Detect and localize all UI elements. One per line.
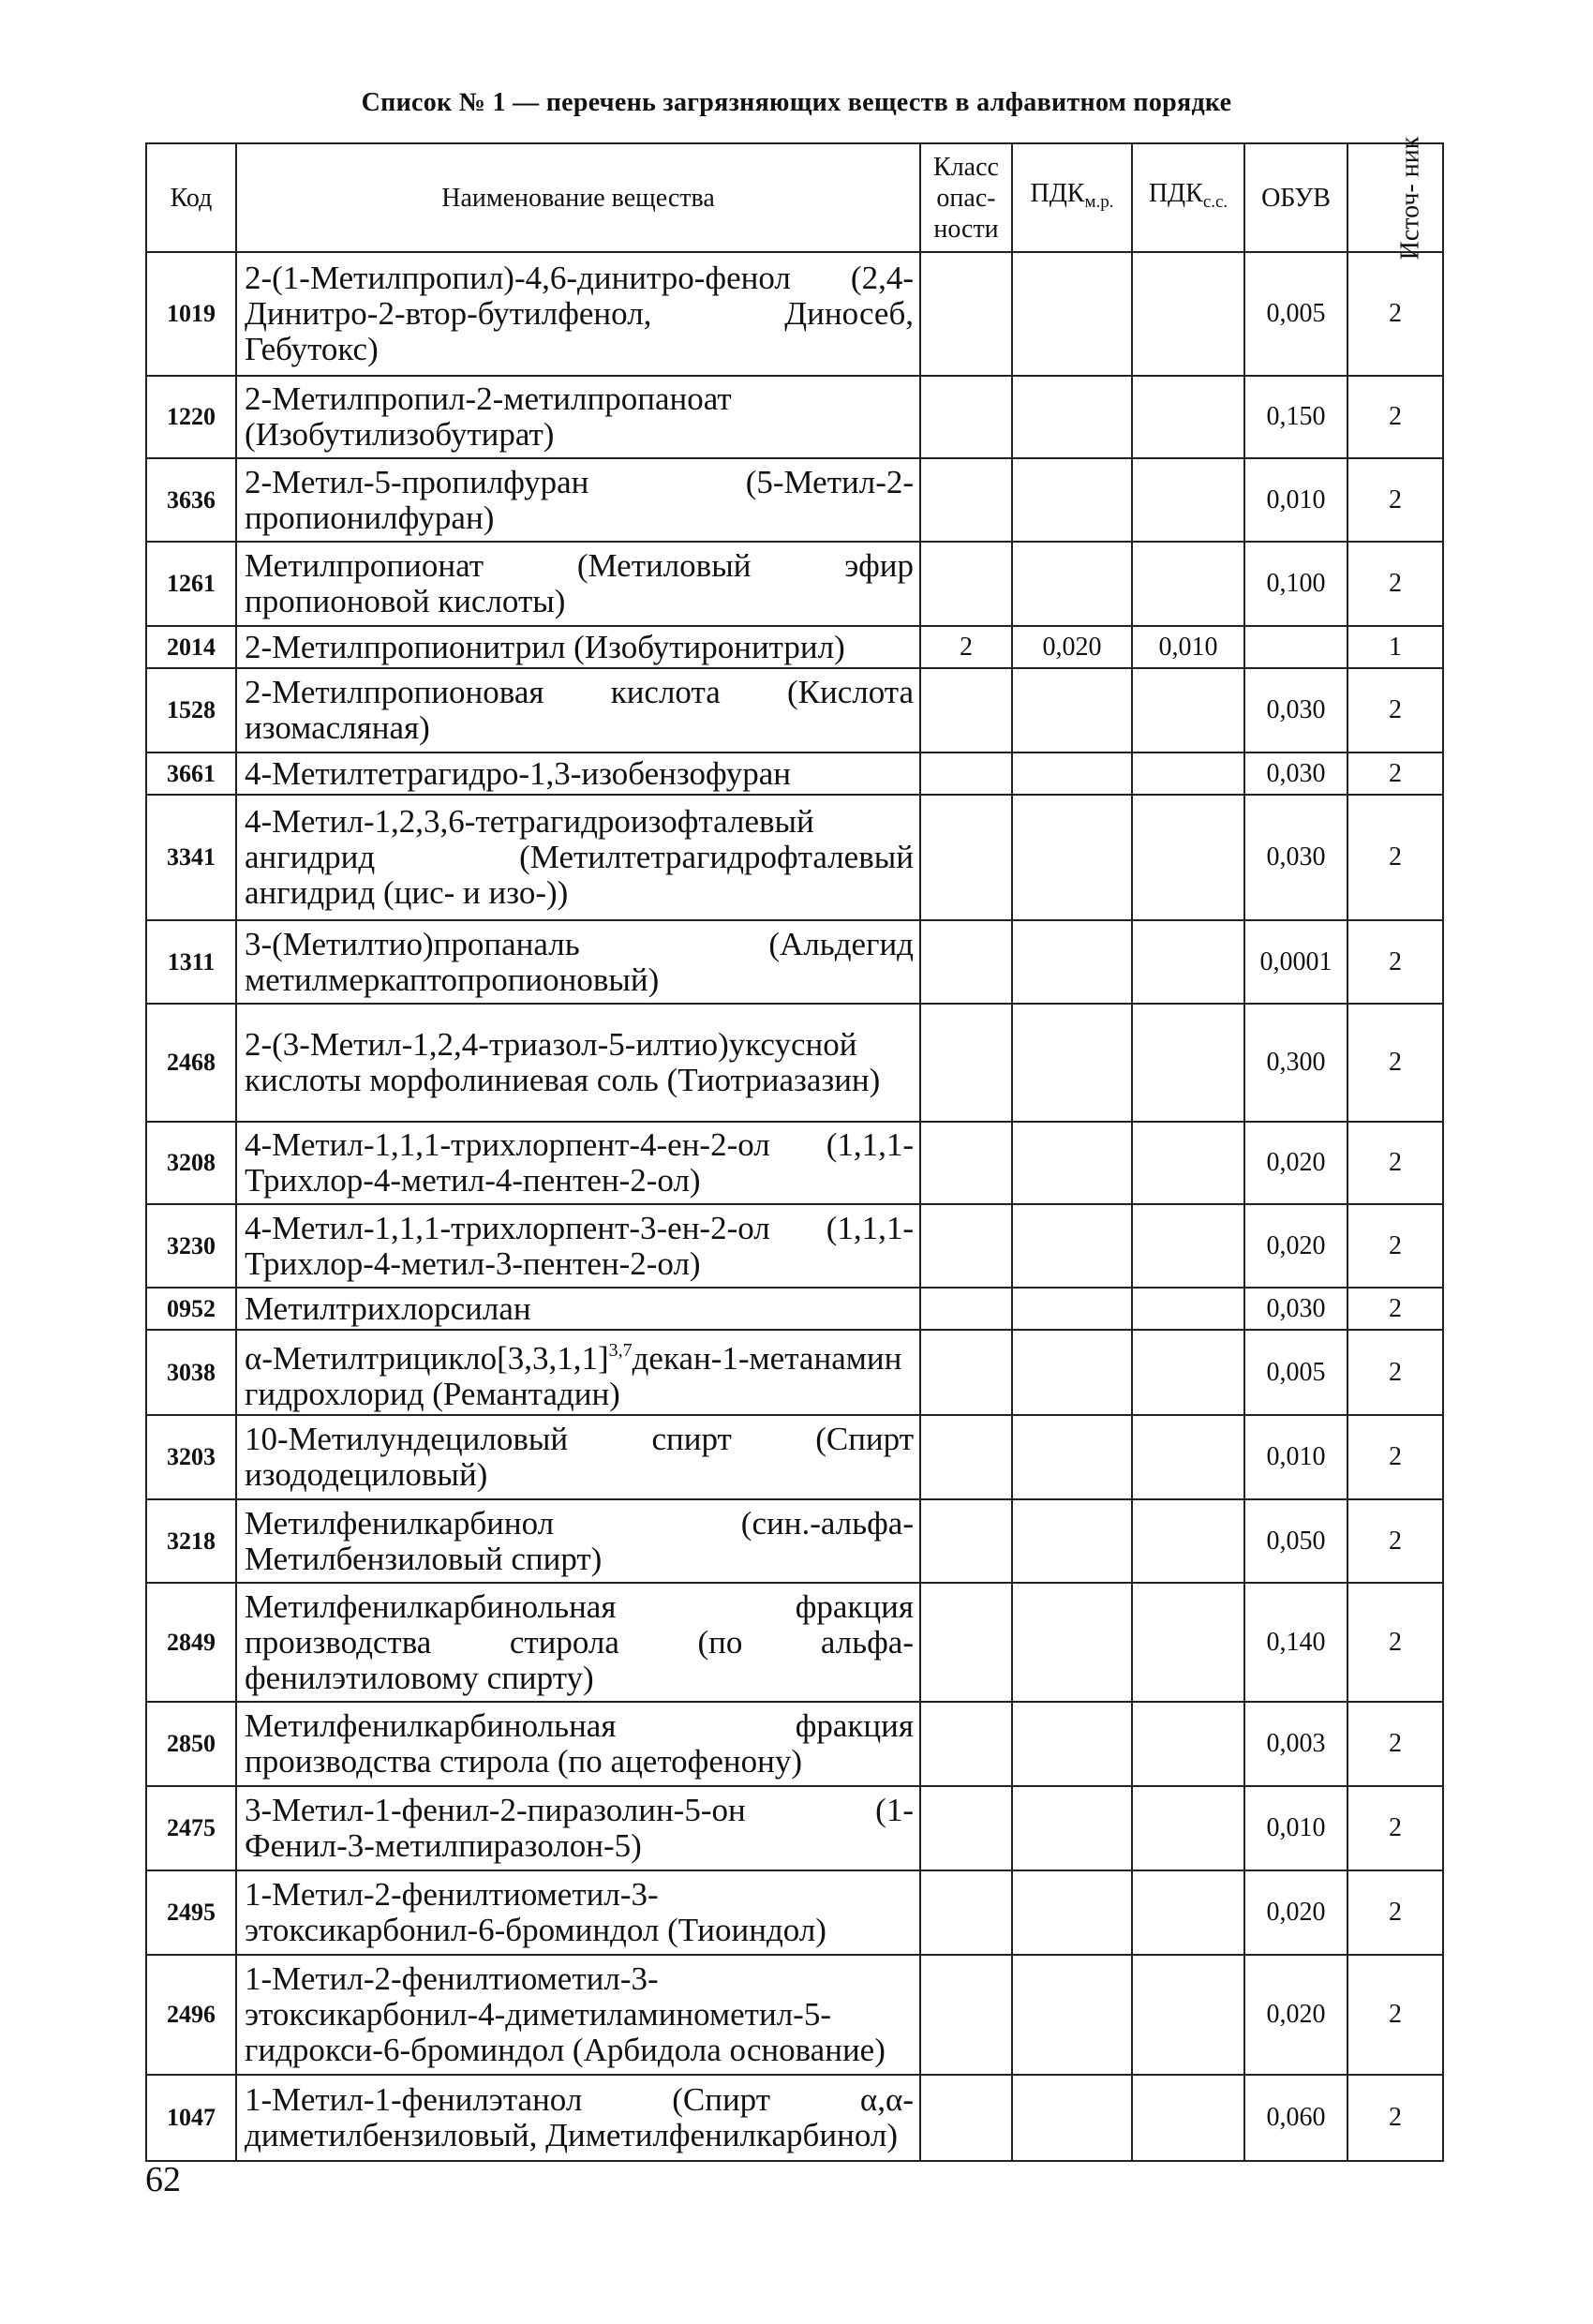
table-row bbox=[146, 542, 1443, 626]
cell-name: 3-Метил-1-фенил-2-пиразолин-5-он (1-Фенил-3-метилпиразолон-5) bbox=[236, 1786, 920, 1870]
table-row bbox=[146, 1583, 1443, 1702]
cell-code: 2849 bbox=[146, 1583, 236, 1702]
cell-pdk-mr bbox=[1012, 1955, 1132, 2075]
cell-pdk-ss bbox=[1132, 795, 1244, 920]
cell-obuv: 0,010 bbox=[1244, 1415, 1347, 1499]
cell-pdk-mr bbox=[1012, 1870, 1132, 1955]
cell-code: 1528 bbox=[146, 668, 236, 752]
table-row bbox=[146, 1499, 1443, 1583]
cell-name: Метилфенилкарбинол (син.-альфа-Метилбензиловый спирт) bbox=[236, 1499, 920, 1583]
cell-pdk-mr bbox=[1012, 795, 1132, 920]
table-row bbox=[146, 458, 1443, 542]
cell-pdk-ss bbox=[1132, 1786, 1244, 1870]
cell-obuv: 0,030 bbox=[1244, 1288, 1347, 1330]
cell-source: 2 bbox=[1347, 1204, 1443, 1288]
table-row bbox=[146, 795, 1443, 920]
header-pdk-ss-base: ПДК bbox=[1148, 179, 1203, 208]
cell-hazard-class bbox=[920, 1583, 1012, 1702]
cell-source: 2 bbox=[1347, 458, 1443, 542]
cell-name: 1-Метил-1-фенилэтанол (Спирт α,α-диметилбензиловый, Диметилфенилкарбинол) bbox=[236, 2075, 920, 2161]
header-pdk-mr-base: ПДК bbox=[1030, 179, 1085, 208]
cell-source: 2 bbox=[1347, 1004, 1443, 1122]
cell-pdk-mr bbox=[1012, 1499, 1132, 1583]
name-text: декан-1-метанамин гидрохлорид (Ремантадин) bbox=[245, 1340, 902, 1412]
cell-pdk-mr bbox=[1012, 252, 1132, 376]
cell-pdk-ss bbox=[1132, 1499, 1244, 1583]
cell-source: 2 bbox=[1347, 795, 1443, 920]
cell-pdk-mr bbox=[1012, 1004, 1132, 1122]
cell-obuv: 0,003 bbox=[1244, 1702, 1347, 1786]
cell-code: 3661 bbox=[146, 752, 236, 795]
cell-pdk-mr bbox=[1012, 1122, 1132, 1204]
cell-obuv: 0,100 bbox=[1244, 542, 1347, 626]
header-pdk-mr bbox=[1012, 143, 1132, 252]
table-row bbox=[146, 1288, 1443, 1330]
cell-pdk-mr bbox=[1012, 920, 1132, 1004]
cell-code: 3208 bbox=[146, 1122, 236, 1204]
table-row bbox=[146, 1870, 1443, 1955]
cell-name: 1-Метил-2-фенилтиометил-3-этоксикарбонил-4-диметиламинометил-5-гидрокси-6-броминдол (Арбидола основание) bbox=[236, 1955, 920, 2075]
cell-obuv: 0,005 bbox=[1244, 252, 1347, 376]
cell-name: 4-Метил-1,1,1-трихлорпент-3-ен-2-ол (1,1,1-Трихлор-4-метил-3-пентен-2-ол) bbox=[236, 1204, 920, 1288]
cell-obuv: 0,0001 bbox=[1244, 920, 1347, 1004]
cell-hazard-class bbox=[920, 1870, 1012, 1955]
cell-pdk-ss bbox=[1132, 1122, 1244, 1204]
table-row bbox=[146, 1330, 1443, 1415]
name-text: α-Метилтрицикло[3,3,1,1] bbox=[245, 1340, 609, 1377]
cell-name: Метилфенилкарбинольная фракция производства стирола (по ацетофенону) bbox=[236, 1702, 920, 1786]
table-row bbox=[146, 752, 1443, 795]
cell-name: 2-(1-Метилпропил)-4,6-динитро-фенол (2,4-Динитро-2-втор-бутилфенол, Диносеб, Гебутокс) bbox=[236, 252, 920, 376]
cell-source: 2 bbox=[1347, 1288, 1443, 1330]
cell-source: 2 bbox=[1347, 1786, 1443, 1870]
cell-name: 10-Метилундециловый спирт (Спирт изододециловый) bbox=[236, 1415, 920, 1499]
cell-hazard-class bbox=[920, 376, 1012, 458]
cell-pdk-mr bbox=[1012, 752, 1132, 795]
cell-obuv: 0,010 bbox=[1244, 458, 1347, 542]
cell-pdk-ss bbox=[1132, 1004, 1244, 1122]
cell-hazard-class bbox=[920, 1204, 1012, 1288]
cell-source: 2 bbox=[1347, 376, 1443, 458]
cell-obuv bbox=[1244, 626, 1347, 668]
cell-source: 2 bbox=[1347, 1702, 1443, 1786]
cell-hazard-class bbox=[920, 752, 1012, 795]
cell-hazard-class bbox=[920, 1702, 1012, 1786]
cell-hazard-class bbox=[920, 252, 1012, 376]
cell-pdk-ss bbox=[1132, 1288, 1244, 1330]
cell-code: 3636 bbox=[146, 458, 236, 542]
cell-name: 2-Метилпропил-2-метилпропаноат (Изобутилизобутират) bbox=[236, 376, 920, 458]
table-row bbox=[146, 1415, 1443, 1499]
cell-pdk-ss bbox=[1132, 542, 1244, 626]
cell-source: 2 bbox=[1347, 2075, 1443, 2161]
cell-pdk-ss bbox=[1132, 252, 1244, 376]
cell-pdk-ss bbox=[1132, 1204, 1244, 1288]
cell-pdk-ss bbox=[1132, 752, 1244, 795]
table-row bbox=[146, 920, 1443, 1004]
cell-pdk-ss bbox=[1132, 458, 1244, 542]
cell-pdk-mr bbox=[1012, 1204, 1132, 1288]
table-row bbox=[146, 1204, 1443, 1288]
cell-code: 3203 bbox=[146, 1415, 236, 1499]
cell-pdk-ss bbox=[1132, 1583, 1244, 1702]
cell-source: 2 bbox=[1347, 1122, 1443, 1204]
page-number: 62 bbox=[145, 2160, 181, 2199]
cell-obuv: 0,030 bbox=[1244, 752, 1347, 795]
cell-code: 2468 bbox=[146, 1004, 236, 1122]
cell-hazard-class bbox=[920, 2075, 1012, 2161]
table-row bbox=[146, 626, 1443, 668]
table-row bbox=[146, 2075, 1443, 2161]
cell-name: 2-Метил-5-пропилфуран (5-Метил-2-пропионилфуран) bbox=[236, 458, 920, 542]
cell-hazard-class bbox=[920, 542, 1012, 626]
header-source bbox=[1347, 136, 1443, 260]
cell-name: 2-Метилпропионитрил (Изобутиронитрил) bbox=[236, 626, 920, 668]
cell-pdk-mr bbox=[1012, 1702, 1132, 1786]
cell-obuv: 0,150 bbox=[1244, 376, 1347, 458]
cell-source: 2 bbox=[1347, 1955, 1443, 2075]
cell-source: 2 bbox=[1347, 1499, 1443, 1583]
cell-code: 3341 bbox=[146, 795, 236, 920]
cell-obuv: 0,030 bbox=[1244, 668, 1347, 752]
cell-source: 2 bbox=[1347, 252, 1443, 376]
cell-pdk-ss: 0,010 bbox=[1132, 626, 1244, 668]
cell-name: 2-(3-Метил-1,2,4-триазол-5-илтио)уксусной кислоты морфолиниевая соль (Тиотриазазин) bbox=[236, 1004, 920, 1122]
cell-code: 3230 bbox=[146, 1204, 236, 1288]
cell-pdk-mr bbox=[1012, 1583, 1132, 1702]
cell-hazard-class bbox=[920, 920, 1012, 1004]
cell-pdk-mr bbox=[1012, 1415, 1132, 1499]
header-obuv: ОБУВ bbox=[1244, 143, 1347, 252]
header-pdk-ss bbox=[1132, 143, 1244, 252]
cell-code: 2496 bbox=[146, 1955, 236, 2075]
cell-name: 4-Метил-1,2,3,6-тетрагидроизофталевый ангидрид (Метилтетрагидрофталевый ангидрид (цис- и изо-)) bbox=[236, 795, 920, 920]
cell-pdk-ss bbox=[1132, 1415, 1244, 1499]
cell-name: Метилпропионат (Метиловый эфир пропионовой кислоты) bbox=[236, 542, 920, 626]
cell-hazard-class bbox=[920, 668, 1012, 752]
cell-hazard-class bbox=[920, 1955, 1012, 2075]
cell-obuv: 0,020 bbox=[1244, 1870, 1347, 1955]
cell-pdk-mr bbox=[1012, 668, 1132, 752]
cell-pdk-mr: 0,020 bbox=[1012, 626, 1132, 668]
cell-code: 2495 bbox=[146, 1870, 236, 1955]
table-row bbox=[146, 1786, 1443, 1870]
cell-pdk-ss bbox=[1132, 1330, 1244, 1415]
table-row bbox=[146, 668, 1443, 752]
header-source-label: Источ- ник bbox=[1395, 136, 1425, 260]
cell-hazard-class bbox=[920, 1288, 1012, 1330]
table-row bbox=[146, 376, 1443, 458]
cell-pdk-ss bbox=[1132, 2075, 1244, 2161]
cell-obuv: 0,020 bbox=[1244, 1122, 1347, 1204]
cell-code: 3218 bbox=[146, 1499, 236, 1583]
cell-hazard-class bbox=[920, 1499, 1012, 1583]
cell-obuv: 0,060 bbox=[1244, 2075, 1347, 2161]
cell-pdk-ss bbox=[1132, 1955, 1244, 2075]
name-superscript: 3,7 bbox=[608, 1340, 633, 1361]
cell-obuv: 0,300 bbox=[1244, 1004, 1347, 1122]
cell-hazard-class bbox=[920, 1330, 1012, 1415]
cell-name: Метилтрихлорсилан bbox=[236, 1288, 920, 1330]
cell-name: 2-Метилпропионовая кислота (Кислота изомасляная) bbox=[236, 668, 920, 752]
cell-name: 4-Метилтетрагидро-1,3-изобензофуран bbox=[236, 752, 920, 795]
substances-table bbox=[145, 136, 1444, 2162]
substances-table-frame bbox=[145, 136, 1442, 2162]
table-row bbox=[146, 1004, 1443, 1122]
cell-obuv: 0,010 bbox=[1244, 1786, 1347, 1870]
cell-pdk-ss bbox=[1132, 376, 1244, 458]
cell-pdk-mr bbox=[1012, 1330, 1132, 1415]
header-code: Код bbox=[146, 143, 236, 252]
cell-source: 2 bbox=[1347, 1583, 1443, 1702]
table-row bbox=[146, 1122, 1443, 1204]
cell-source: 2 bbox=[1347, 1330, 1443, 1415]
cell-obuv: 0,020 bbox=[1244, 1955, 1347, 2075]
cell-source: 2 bbox=[1347, 752, 1443, 795]
cell-name: Метилфенилкарбинольная фракция производства стирола (по альфа-фенилэтиловому спирту) bbox=[236, 1583, 920, 1702]
cell-pdk-mr bbox=[1012, 542, 1132, 626]
cell-hazard-class bbox=[920, 795, 1012, 920]
cell-name bbox=[236, 1330, 920, 1415]
cell-pdk-ss bbox=[1132, 920, 1244, 1004]
cell-pdk-ss bbox=[1132, 1870, 1244, 1955]
header-name: Наименование вещества bbox=[236, 143, 920, 252]
header-pdk-ss-subscript: с.с. bbox=[1202, 192, 1228, 212]
cell-source: 2 bbox=[1347, 1870, 1443, 1955]
cell-obuv: 0,140 bbox=[1244, 1583, 1347, 1702]
cell-obuv: 0,020 bbox=[1244, 1204, 1347, 1288]
cell-hazard-class bbox=[920, 1415, 1012, 1499]
cell-hazard-class bbox=[920, 1122, 1012, 1204]
cell-name: 3-(Метилтио)пропаналь (Альдегид метилмеркаптопропионовый) bbox=[236, 920, 920, 1004]
cell-pdk-mr bbox=[1012, 376, 1132, 458]
cell-hazard-class bbox=[920, 1004, 1012, 1122]
table-row bbox=[146, 252, 1443, 376]
header-hazard-class: Класс опас- ности bbox=[920, 143, 1012, 252]
cell-code: 3038 bbox=[146, 1330, 236, 1415]
cell-code: 1019 bbox=[146, 252, 236, 376]
cell-name: 1-Метил-2-фенилтиометил-3-этоксикарбонил-6-броминдол (Тиоиндол) bbox=[236, 1870, 920, 1955]
cell-code: 1220 bbox=[146, 376, 236, 458]
cell-code: 0952 bbox=[146, 1288, 236, 1330]
table-row bbox=[146, 1955, 1443, 2075]
cell-pdk-ss bbox=[1132, 668, 1244, 752]
cell-pdk-ss bbox=[1132, 1702, 1244, 1786]
cell-pdk-mr bbox=[1012, 458, 1132, 542]
cell-source: 2 bbox=[1347, 1415, 1443, 1499]
cell-obuv: 0,050 bbox=[1244, 1499, 1347, 1583]
cell-source: 2 bbox=[1347, 920, 1443, 1004]
cell-pdk-mr bbox=[1012, 2075, 1132, 2161]
cell-code: 1047 bbox=[146, 2075, 236, 2161]
cell-hazard-class bbox=[920, 458, 1012, 542]
cell-pdk-mr bbox=[1012, 1288, 1132, 1330]
cell-source: 2 bbox=[1347, 668, 1443, 752]
cell-obuv: 0,030 bbox=[1244, 795, 1347, 920]
cell-code: 1261 bbox=[146, 542, 236, 626]
cell-pdk-mr bbox=[1012, 1786, 1132, 1870]
cell-hazard-class bbox=[920, 1786, 1012, 1870]
cell-code: 2850 bbox=[146, 1702, 236, 1786]
cell-source: 2 bbox=[1347, 542, 1443, 626]
table-header-row bbox=[146, 143, 1443, 252]
cell-name: 4-Метил-1,1,1-трихлорпент-4-ен-2-ол (1,1,1-Трихлор-4-метил-4-пентен-2-ол) bbox=[236, 1122, 920, 1204]
cell-source: 1 bbox=[1347, 626, 1443, 668]
cell-code: 2475 bbox=[146, 1786, 236, 1870]
cell-code: 2014 bbox=[146, 626, 236, 668]
cell-hazard-class: 2 bbox=[920, 626, 1012, 668]
header-pdk-mr-subscript: м.р. bbox=[1084, 192, 1114, 212]
cell-code: 1311 bbox=[146, 920, 236, 1004]
table-row bbox=[146, 1702, 1443, 1786]
cell-obuv: 0,005 bbox=[1244, 1330, 1347, 1415]
page-title: Список № 1 — перечень загрязняющих веществ в алфавитном порядке bbox=[361, 88, 1232, 117]
